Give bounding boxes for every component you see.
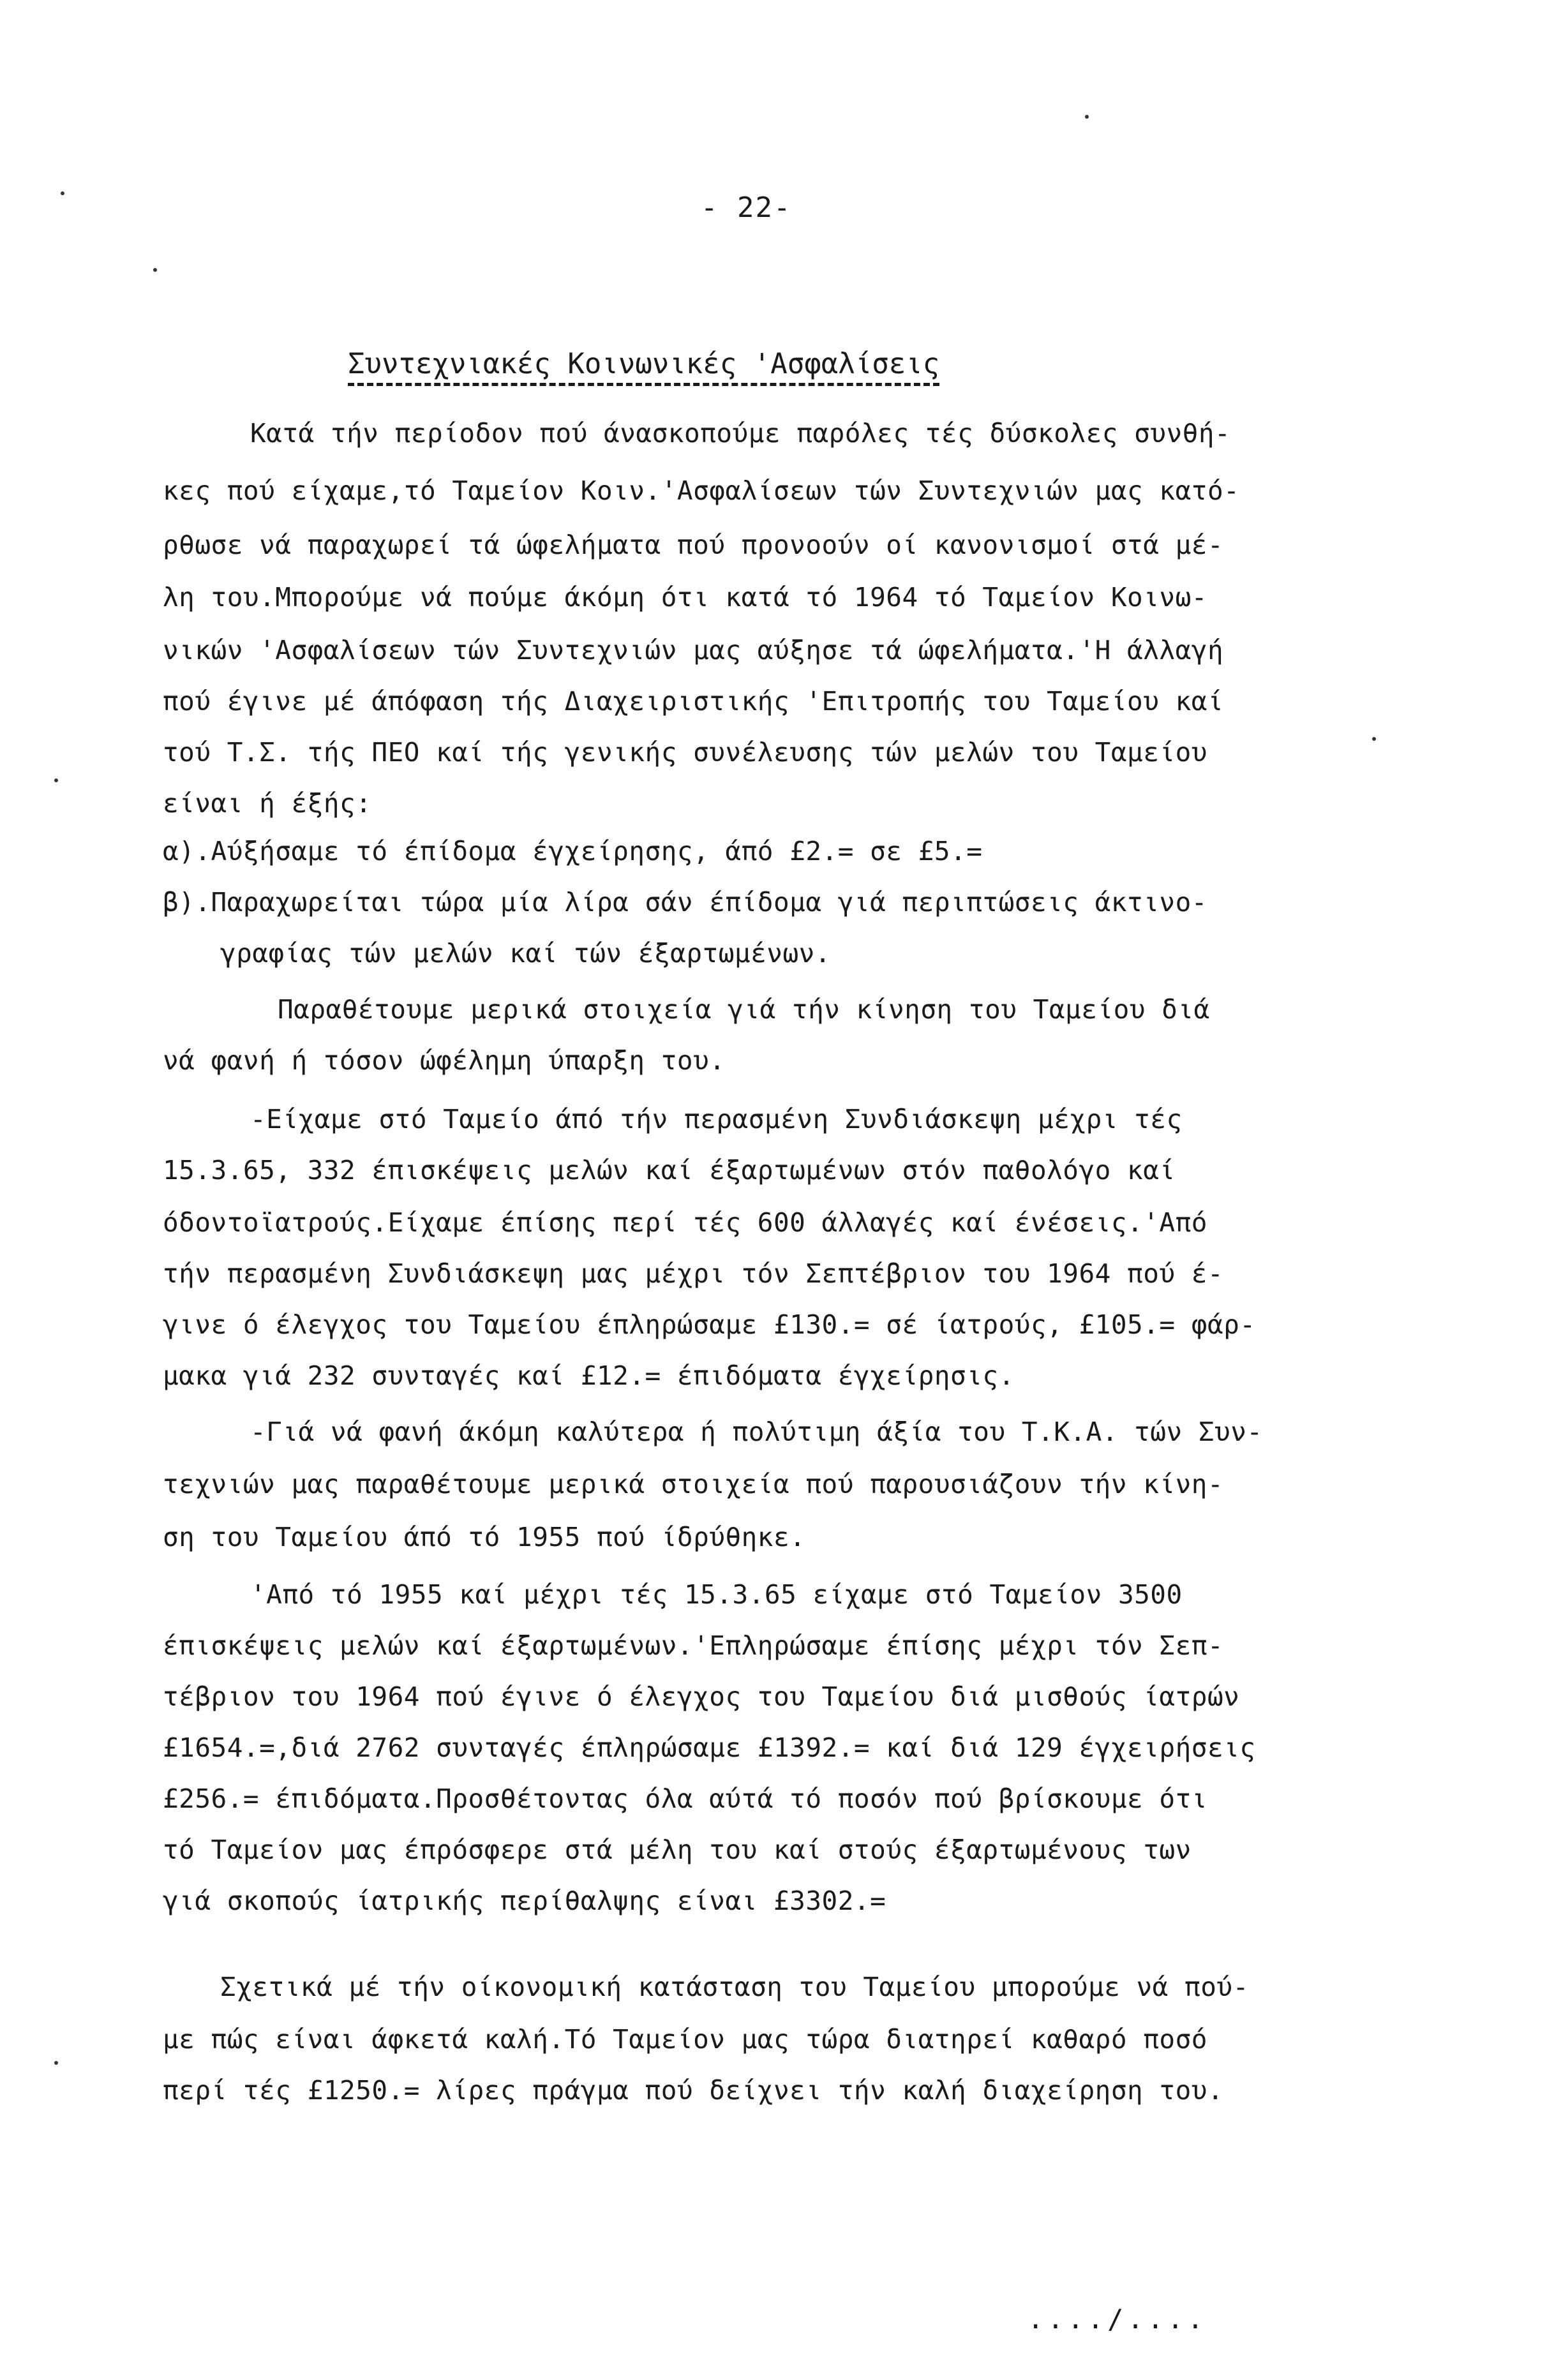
paragraph-1-line-5: νικών 'Ασφαλίσεων τών Συντεχνιών μας αύξησε τά ώφελήματα.'Η άλλαγή bbox=[163, 635, 1224, 666]
scan-speck bbox=[54, 2061, 58, 2065]
paragraph-6-line-6: τό Ταμείον μας έπρόσφερε στά μέλη του καί στούς έξαρτωμένους των bbox=[163, 1834, 1192, 1865]
paragraph-4-line-5: γινε ό έλεγχος του Ταμείου έπληρώσαμε £130.= σέ ίατρούς, £105.= φάρ- bbox=[163, 1309, 1256, 1340]
paragraph-1-line-2: κες πού είχαμε,τό Ταμείον Κοιν.'Ασφαλίσεων τών Συντεχνιών μας κατό- bbox=[163, 475, 1240, 506]
continuation-mark: ..../.... bbox=[1028, 2303, 1207, 2335]
scan-speck bbox=[61, 191, 64, 195]
paragraph-5-line-1: -Γιά νά φανή άκόμη καλύτερα ή πολύτιμη άξία του Τ.Κ.Α. τών Συν- bbox=[250, 1417, 1263, 1447]
paragraph-3-line-1: Παραθέτουμε μερικά στοιχεία γιά τήν κίνηση του Ταμείου διά bbox=[278, 994, 1210, 1025]
paragraph-6-line-7: γιά σκοπούς ίατρικής περίθαλψης είναι £3302.= bbox=[163, 1885, 886, 1916]
list-item-b: β).Παραχωρείται τώρα μία λίρα σάν έπίδομα γιά περιπτώσεις άκτινο- bbox=[163, 887, 1207, 918]
paragraph-3-line-2: νά φανή ή τόσον ώφέλημη ύπαρξη του. bbox=[163, 1045, 726, 1076]
paragraph-5-line-2: τεχνιών μας παραθέτουμε μερικά στοιχεία πού παρουσιάζουν τήν κίνη- bbox=[163, 1469, 1224, 1499]
paragraph-1-line-1: Κατά τήν περίοδον πού άνασκοπούμε παρόλες τές δύσκολες συνθή- bbox=[250, 418, 1231, 449]
scan-speck bbox=[1372, 737, 1376, 741]
paragraph-4-line-6: μακα γιά 232 συνταγές καί £12.= έπιδόματα έγχείρησις. bbox=[163, 1360, 1015, 1391]
section-title: Συντεχνιακές Κοινωνικές 'Ασφαλίσεις bbox=[348, 348, 939, 386]
paragraph-5-line-3: ση του Ταμείου άπό τό 1955 πού ίδρύθηκε. bbox=[163, 1522, 806, 1552]
list-item-a: α).Αύξήσαμε τό έπίδομα έγχείρησης, άπό £2.= σε £5.= bbox=[163, 836, 983, 866]
scan-speck bbox=[1085, 115, 1089, 119]
paragraph-1-line-6: πού έγινε μέ άπόφαση τής Διαχειριστικής 'Επιτροπής του Ταμείου καί bbox=[163, 686, 1224, 717]
paragraph-7-line-3: περί τές £1250.= λίρες πράγμα πού δείχνει τήν καλή διαχείρηση του. bbox=[163, 2075, 1224, 2106]
paragraph-6-line-5: £256.= έπιδόματα.Προσθέτοντας όλα αύτά τό ποσόν πού βρίσκουμε ότι bbox=[163, 1783, 1207, 1814]
paragraph-4-line-1: -Είχαμε στό Ταμείο άπό τήν περασμένη Συνδιάσκεψη μέχρι τές bbox=[250, 1104, 1183, 1134]
paragraph-4-line-4: τήν περασμένη Συνδιάσκεψη μας μέχρι τόν Σεπτέβριον του 1964 πού έ- bbox=[163, 1258, 1224, 1289]
paragraph-1-line-7: τού Τ.Σ. τής ΠΕΟ καί τής γενικής συνέλευσης τών μελών του Ταμείου bbox=[163, 737, 1207, 768]
paragraph-6-line-1: 'Από τό 1955 καί μέχρι τές 15.3.65 είχαμε στό Ταμείον 3500 bbox=[250, 1579, 1183, 1610]
paragraph-7-line-1: Σχετικά μέ τήν οίκονομική κατάσταση του Ταμείου μπορούμε νά πού- bbox=[220, 1972, 1249, 2002]
page-number: - 22- bbox=[701, 191, 792, 224]
paragraph-1-line-4: λη του.Μπορούμε νά πούμε άκόμη ότι κατά τό 1964 τό Ταμείον Κοινω- bbox=[163, 582, 1207, 613]
paragraph-1-line-3: ρθωσε νά παραχωρεί τά ώφελήματα πού προνοούν οί κανονισμοί στά μέ- bbox=[163, 530, 1224, 560]
paragraph-6-line-2: έπισκέψεις μελών καί έξαρτωμένων.'Επληρώσαμε έπίσης μέχρι τόν Σεπ- bbox=[163, 1630, 1224, 1661]
scan-speck bbox=[153, 268, 157, 272]
paragraph-6-line-3: τέβριον του 1964 πού έγινε ό έλεγχος του Ταμείου διά μισθούς ίατρών bbox=[163, 1681, 1240, 1712]
scan-speck bbox=[54, 778, 58, 782]
paragraph-1-line-8: είναι ή έξής: bbox=[163, 788, 372, 819]
paragraph-7-line-2: με πώς είναι άφκετά καλή.Τό Ταμείον μας τώρα διατηρεί καθαρό ποσό bbox=[163, 2024, 1207, 2055]
list-item-b-continued: γραφίας τών μελών καί τών έξαρτωμένων. bbox=[220, 938, 831, 969]
paragraph-6-line-4: £1654.=,διά 2762 συνταγές έπληρώσαμε £1392.= καί διά 129 έγχειρήσεις bbox=[163, 1732, 1256, 1763]
paragraph-4-line-3: όδοντοϊατρούς.Είχαμε έπίσης περί τές 600 άλλαγές καί ένέσεις.'Από bbox=[163, 1207, 1207, 1238]
paragraph-4-line-2: 15.3.65, 332 έπισκέψεις μελών καί έξαρτωμένων στόν παθολόγο καί bbox=[163, 1155, 1176, 1186]
